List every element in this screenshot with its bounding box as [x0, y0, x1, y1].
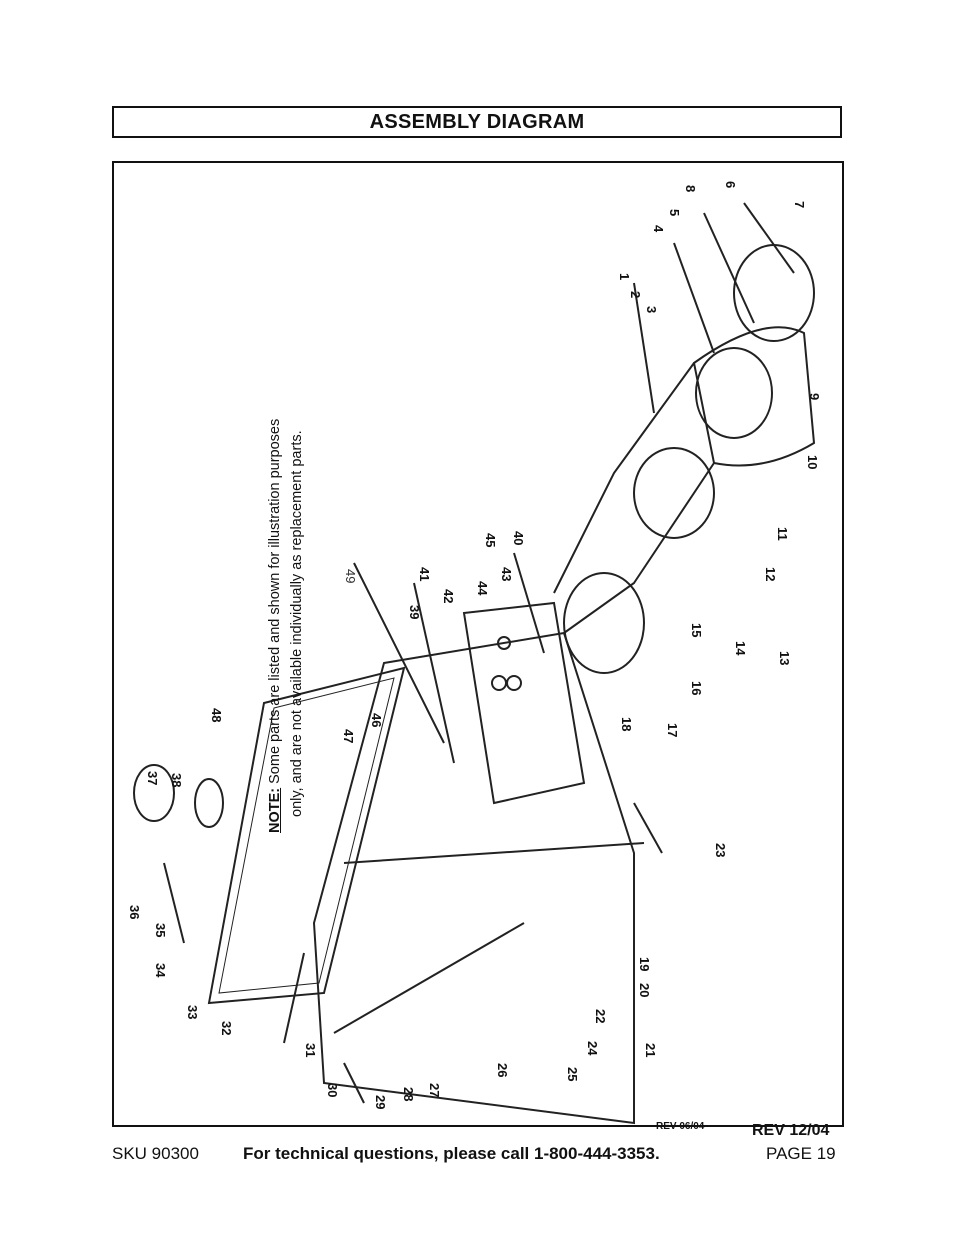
part-label-2: 2	[628, 291, 643, 299]
part-label-10: 10	[805, 455, 820, 470]
footer-page-number: PAGE 19	[766, 1144, 836, 1163]
part-label-3: 3	[644, 306, 659, 314]
part-label-43: 43	[499, 567, 514, 582]
footer-tech-support: For technical questions, please call 1-800-444-3353.	[243, 1144, 660, 1163]
part-label-44: 44	[475, 581, 490, 596]
part-label-47: 47	[341, 729, 356, 744]
part-label-15: 15	[689, 623, 704, 638]
part-label-24: 24	[585, 1041, 600, 1056]
part-label-6: 6	[723, 181, 738, 189]
footer-sku: SKU 90300	[112, 1144, 199, 1163]
part-label-13: 13	[777, 651, 792, 666]
part-label-46: 46	[369, 713, 384, 728]
part-label-40: 40	[511, 531, 526, 546]
part-label-33: 33	[185, 1005, 200, 1020]
part-label-7: 7	[792, 201, 807, 209]
part-label-37: 37	[145, 771, 160, 786]
part-label-16: 16	[689, 681, 704, 696]
revision-main: REV 12/04	[752, 1122, 830, 1139]
part-label-1: 1	[617, 273, 632, 281]
part-label-39: 39	[407, 605, 422, 620]
part-label-35: 35	[153, 923, 168, 938]
part-label-45: 45	[483, 533, 498, 548]
part-label-11: 11	[775, 527, 790, 541]
note-line-2: only, and are not available individually as replacement parts.	[289, 430, 305, 817]
part-label-25: 25	[565, 1067, 580, 1082]
part-label-4: 4	[651, 225, 666, 233]
part-label-5: 5	[667, 209, 682, 217]
part-label-19: 19	[637, 957, 652, 972]
exploded-view-drawing	[114, 163, 842, 1125]
part-label-30: 30	[325, 1083, 340, 1098]
part-label-27: 27	[427, 1083, 442, 1098]
part-label-29: 29	[373, 1095, 388, 1110]
part-label-49: 49	[343, 569, 358, 584]
part-label-36: 36	[127, 905, 142, 920]
part-label-42: 42	[441, 589, 456, 604]
part-label-22: 22	[593, 1009, 608, 1024]
part-label-9: 9	[807, 393, 822, 401]
fan	[564, 573, 644, 673]
part-label-41: 41	[417, 567, 432, 582]
part-label-38: 38	[169, 773, 184, 788]
part-label-8: 8	[683, 185, 698, 193]
part-label-14: 14	[733, 641, 748, 656]
note-label: NOTE:	[267, 787, 283, 833]
part-label-20: 20	[637, 983, 652, 998]
section-title: ASSEMBLY DIAGRAM	[369, 110, 585, 133]
part-label-18: 18	[619, 717, 634, 732]
part-label-21: 21	[643, 1043, 658, 1058]
section-title-box	[112, 106, 842, 138]
part-label-23: 23	[713, 843, 728, 858]
part-label-32: 32	[219, 1021, 234, 1036]
part-label-26: 26	[495, 1063, 510, 1078]
assembly-diagram	[112, 161, 844, 1127]
part-label-31: 31	[303, 1043, 318, 1058]
part-label-48: 48	[209, 708, 224, 723]
part-label-34: 34	[153, 963, 168, 978]
part-callouts	[127, 181, 822, 1109]
part-label-28: 28	[401, 1087, 416, 1102]
revision-small: REV 06/04	[656, 1121, 705, 1132]
part-label-12: 12	[763, 567, 778, 582]
note-line-1: Some parts are listed and shown for illustration purposes	[267, 418, 283, 788]
control-panel	[464, 603, 584, 803]
part-label-17: 17	[665, 723, 680, 738]
